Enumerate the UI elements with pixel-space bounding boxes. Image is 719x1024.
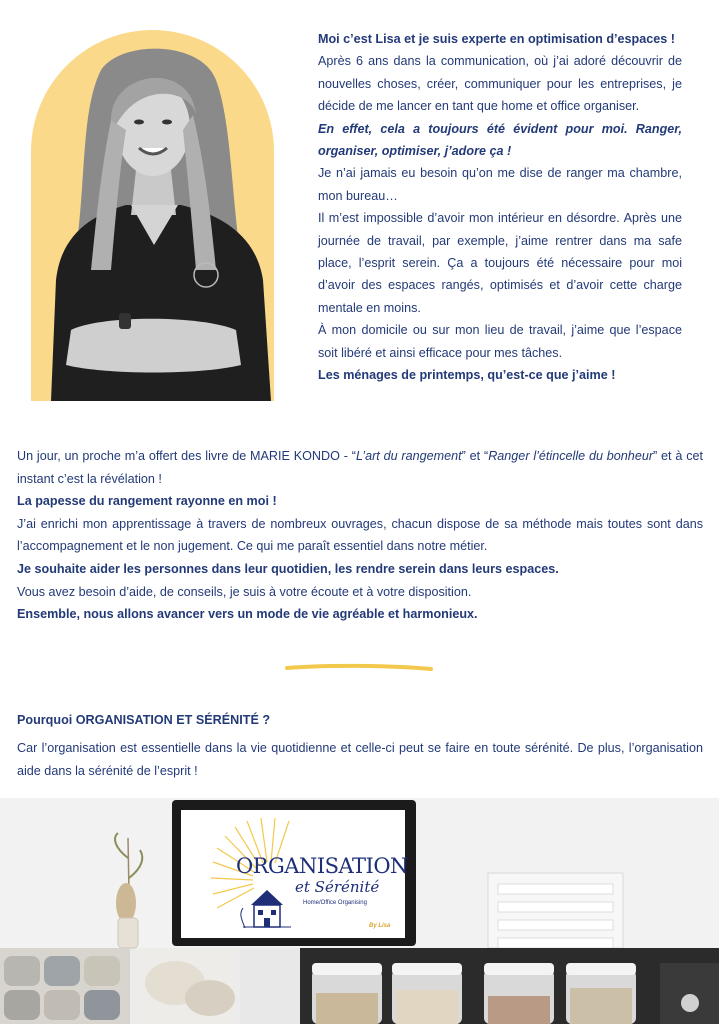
story-text-mid: ” et “ [461, 449, 489, 463]
logo-subtitle: et Sérénité [295, 878, 380, 896]
story-paragraph: Vous avez besoin d’aide, de conseils, je suis à votre écoute et à votre disposition. [17, 584, 472, 599]
intro-heading: Moi c’est Lisa et je suis experte en optimisation d’espaces ! [318, 32, 675, 46]
why-text: Car l’organisation est essentielle dans la vie quotidienne et celle-ci peut se faire en toute sérénité. De plus, l’organisation aide dans la sérénité de l’esprit ! [17, 741, 703, 778]
story-text-start: Un jour, un proche m’a offert des livre de MARIE KONDO - “ [17, 449, 356, 463]
logo-screen [181, 810, 408, 938]
bottom-photo-strip [0, 798, 719, 1024]
house-icon [251, 890, 283, 927]
portrait-photo [31, 30, 274, 401]
story-text [17, 445, 703, 626]
story-text-end: ” et à cet instant c’est la révélation ! [17, 449, 703, 486]
intro-paragraph: À mon domicile ou sur mon lieu de travail, j’aime que l’espace soit libéré et ainsi efficace pour mes tâches. [318, 323, 682, 360]
story-paragraph [17, 445, 703, 490]
intro-paragraph: Il m’est impossible d’avoir mon intérieur en désordre. Après une journée de travail, par exemple, j’aime rentrer dans ma safe place, l’esprit serein. Ça a toujours été nécessaire pour moi d’avoir des espaces rangés, optimisés et d’avoir cette charge mentale en moins. [318, 211, 682, 315]
book-title: Ranger l’étincelle du bonheur [488, 449, 654, 463]
logo-wordmark: ORGANISATION [236, 854, 408, 878]
intro-paragraph: Après 6 ans dans la communication, où j’ai adoré découvrir de nouvelles choses, créer, communiquer pour les entreprises, je décide de me lancer en tant que home et office organiser. [318, 54, 682, 114]
intro-text [318, 28, 682, 387]
book-title: L’art du rangement [355, 449, 462, 463]
logo-signature: By Lisa [369, 923, 391, 929]
logo-tagline: Home/Office Organising [303, 900, 367, 906]
story-emphasis: Je souhaite aider les personnes dans leur quotidien, les rendre serein dans leurs espaces. [17, 561, 559, 576]
intro-paragraph: Je n’ai jamais eu besoin qu’on me dise de ranger ma chambre, mon bureau… [318, 166, 682, 203]
intro-closing: Les ménages de printemps, qu’est-ce que j’aime ! [318, 368, 616, 383]
story-emphasis: La papesse du rangement rayonne en moi ! [17, 494, 277, 509]
portrait [31, 30, 274, 401]
intro-emphasis: En effet, cela a toujours été évident pour moi. Ranger, organiser, optimiser, j’adore ça ! [318, 121, 682, 159]
why-title: Pourquoi ORGANISATION ET SÉRÉNITÉ ? [17, 713, 271, 727]
story-emphasis: Ensemble, nous allons avancer vers un mode de vie agréable et harmonieux. [17, 607, 478, 622]
divider-stroke [285, 663, 433, 673]
story-paragraph: J’ai enrichi mon apprentissage à travers de nombreux ouvrages, chacun dispose de sa méthode mais toutes sont dans l’accompagnement et le non jugement. Ce qui me paraît essentiel dans notre métier. [17, 516, 703, 554]
